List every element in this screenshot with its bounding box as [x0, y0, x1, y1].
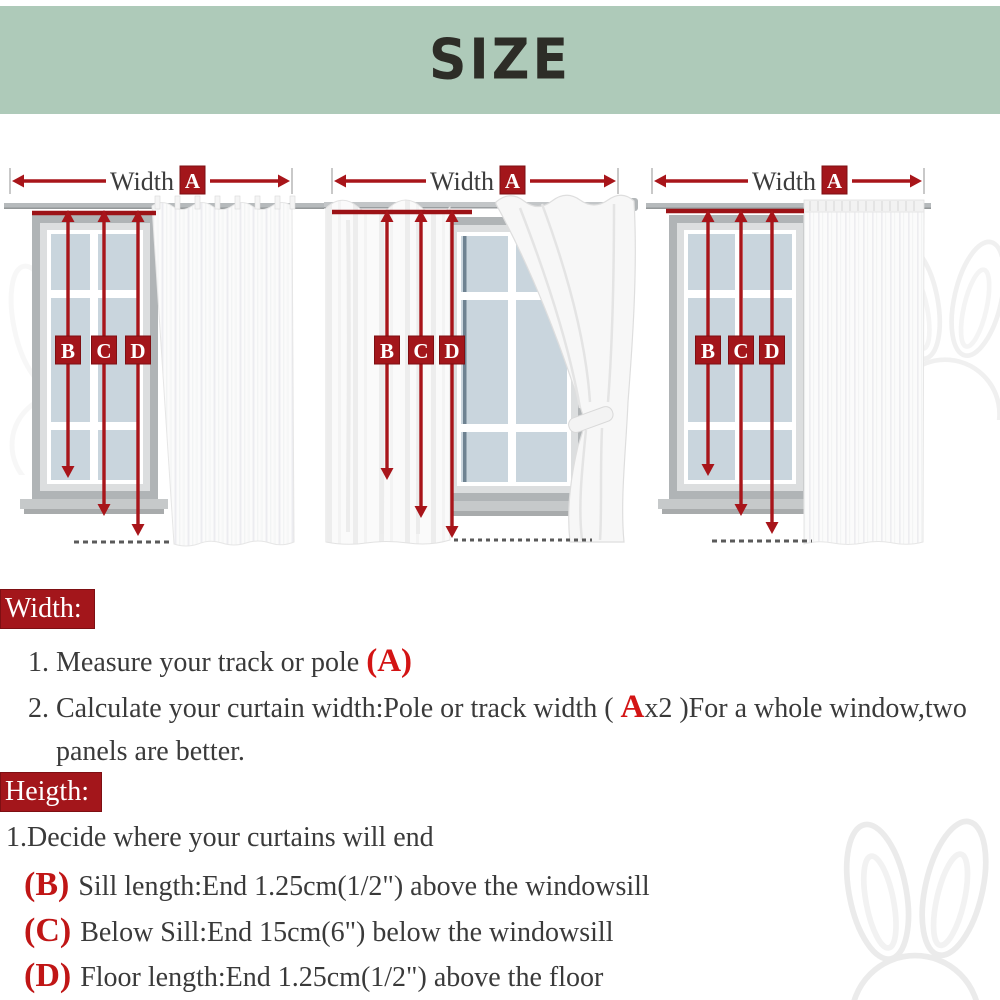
width-instruction-2-pre: 2. Calculate your curtain width:Pole or track width (: [28, 693, 621, 724]
height-item-d-text: Floor length:End 1.25cm(1/2") above the floor: [80, 962, 604, 993]
label-c: C: [96, 339, 112, 363]
width-instruction-1: [28, 642, 412, 682]
label-c: C: [413, 339, 429, 363]
bunny-watermark-icon: [825, 812, 1000, 1000]
diagram-row: [0, 148, 1000, 572]
width-arrow-label: Width: [752, 167, 816, 196]
label-b: B: [700, 339, 716, 363]
height-section-heading: Heigth:: [0, 772, 102, 812]
label-d: D: [444, 339, 460, 363]
label-d: D: [764, 339, 780, 363]
height-item-d: [24, 957, 603, 997]
height-item-b: [24, 866, 650, 906]
width-instruction-1-text: 1. Measure your track or pole: [28, 647, 367, 678]
width-section-heading: Width:: [0, 589, 95, 629]
width-instruction-2-post: x2 )For a whole window,two: [644, 693, 967, 724]
sheer-curtain: [152, 196, 295, 546]
label-a: A: [504, 169, 521, 193]
height-intro: 1.Decide where your curtains will end: [6, 822, 434, 853]
sheer-curtain: [804, 200, 924, 545]
height-item-c-text: Below Sill:End 15cm(6") below the windowsill: [80, 917, 614, 948]
accent-a: (A): [366, 643, 413, 679]
width-arrow: [332, 166, 618, 196]
width-arrow: [10, 166, 292, 196]
accent-a: A: [620, 689, 645, 725]
windowsill: [20, 499, 168, 509]
diagram-tied-curtain: [324, 148, 644, 572]
width-arrow-label: Width: [110, 167, 174, 196]
label-a: A: [184, 169, 201, 193]
tag-c: (C): [24, 912, 72, 949]
width-instruction-2-line2: panels are better.: [56, 736, 245, 767]
width-instruction-2-line1: [28, 688, 967, 728]
label-c: C: [733, 339, 749, 363]
tag-d: (D): [24, 957, 72, 994]
tag-b: (B): [24, 866, 70, 903]
width-arrow: [652, 166, 924, 196]
label-b: B: [379, 339, 395, 363]
width-arrow-label: Width: [430, 167, 494, 196]
height-item-c: [24, 912, 613, 952]
label-a: A: [826, 169, 843, 193]
height-item-b-text: Sill length:End 1.25cm(1/2") above the windowsill: [78, 871, 650, 902]
page-title: SIZE: [428, 27, 572, 93]
diagram-window-sheer: [646, 148, 976, 572]
label-d: D: [130, 339, 146, 363]
label-b: B: [60, 339, 76, 363]
size-banner: [0, 6, 1000, 114]
diagram-sheer-curtain: [4, 148, 324, 572]
